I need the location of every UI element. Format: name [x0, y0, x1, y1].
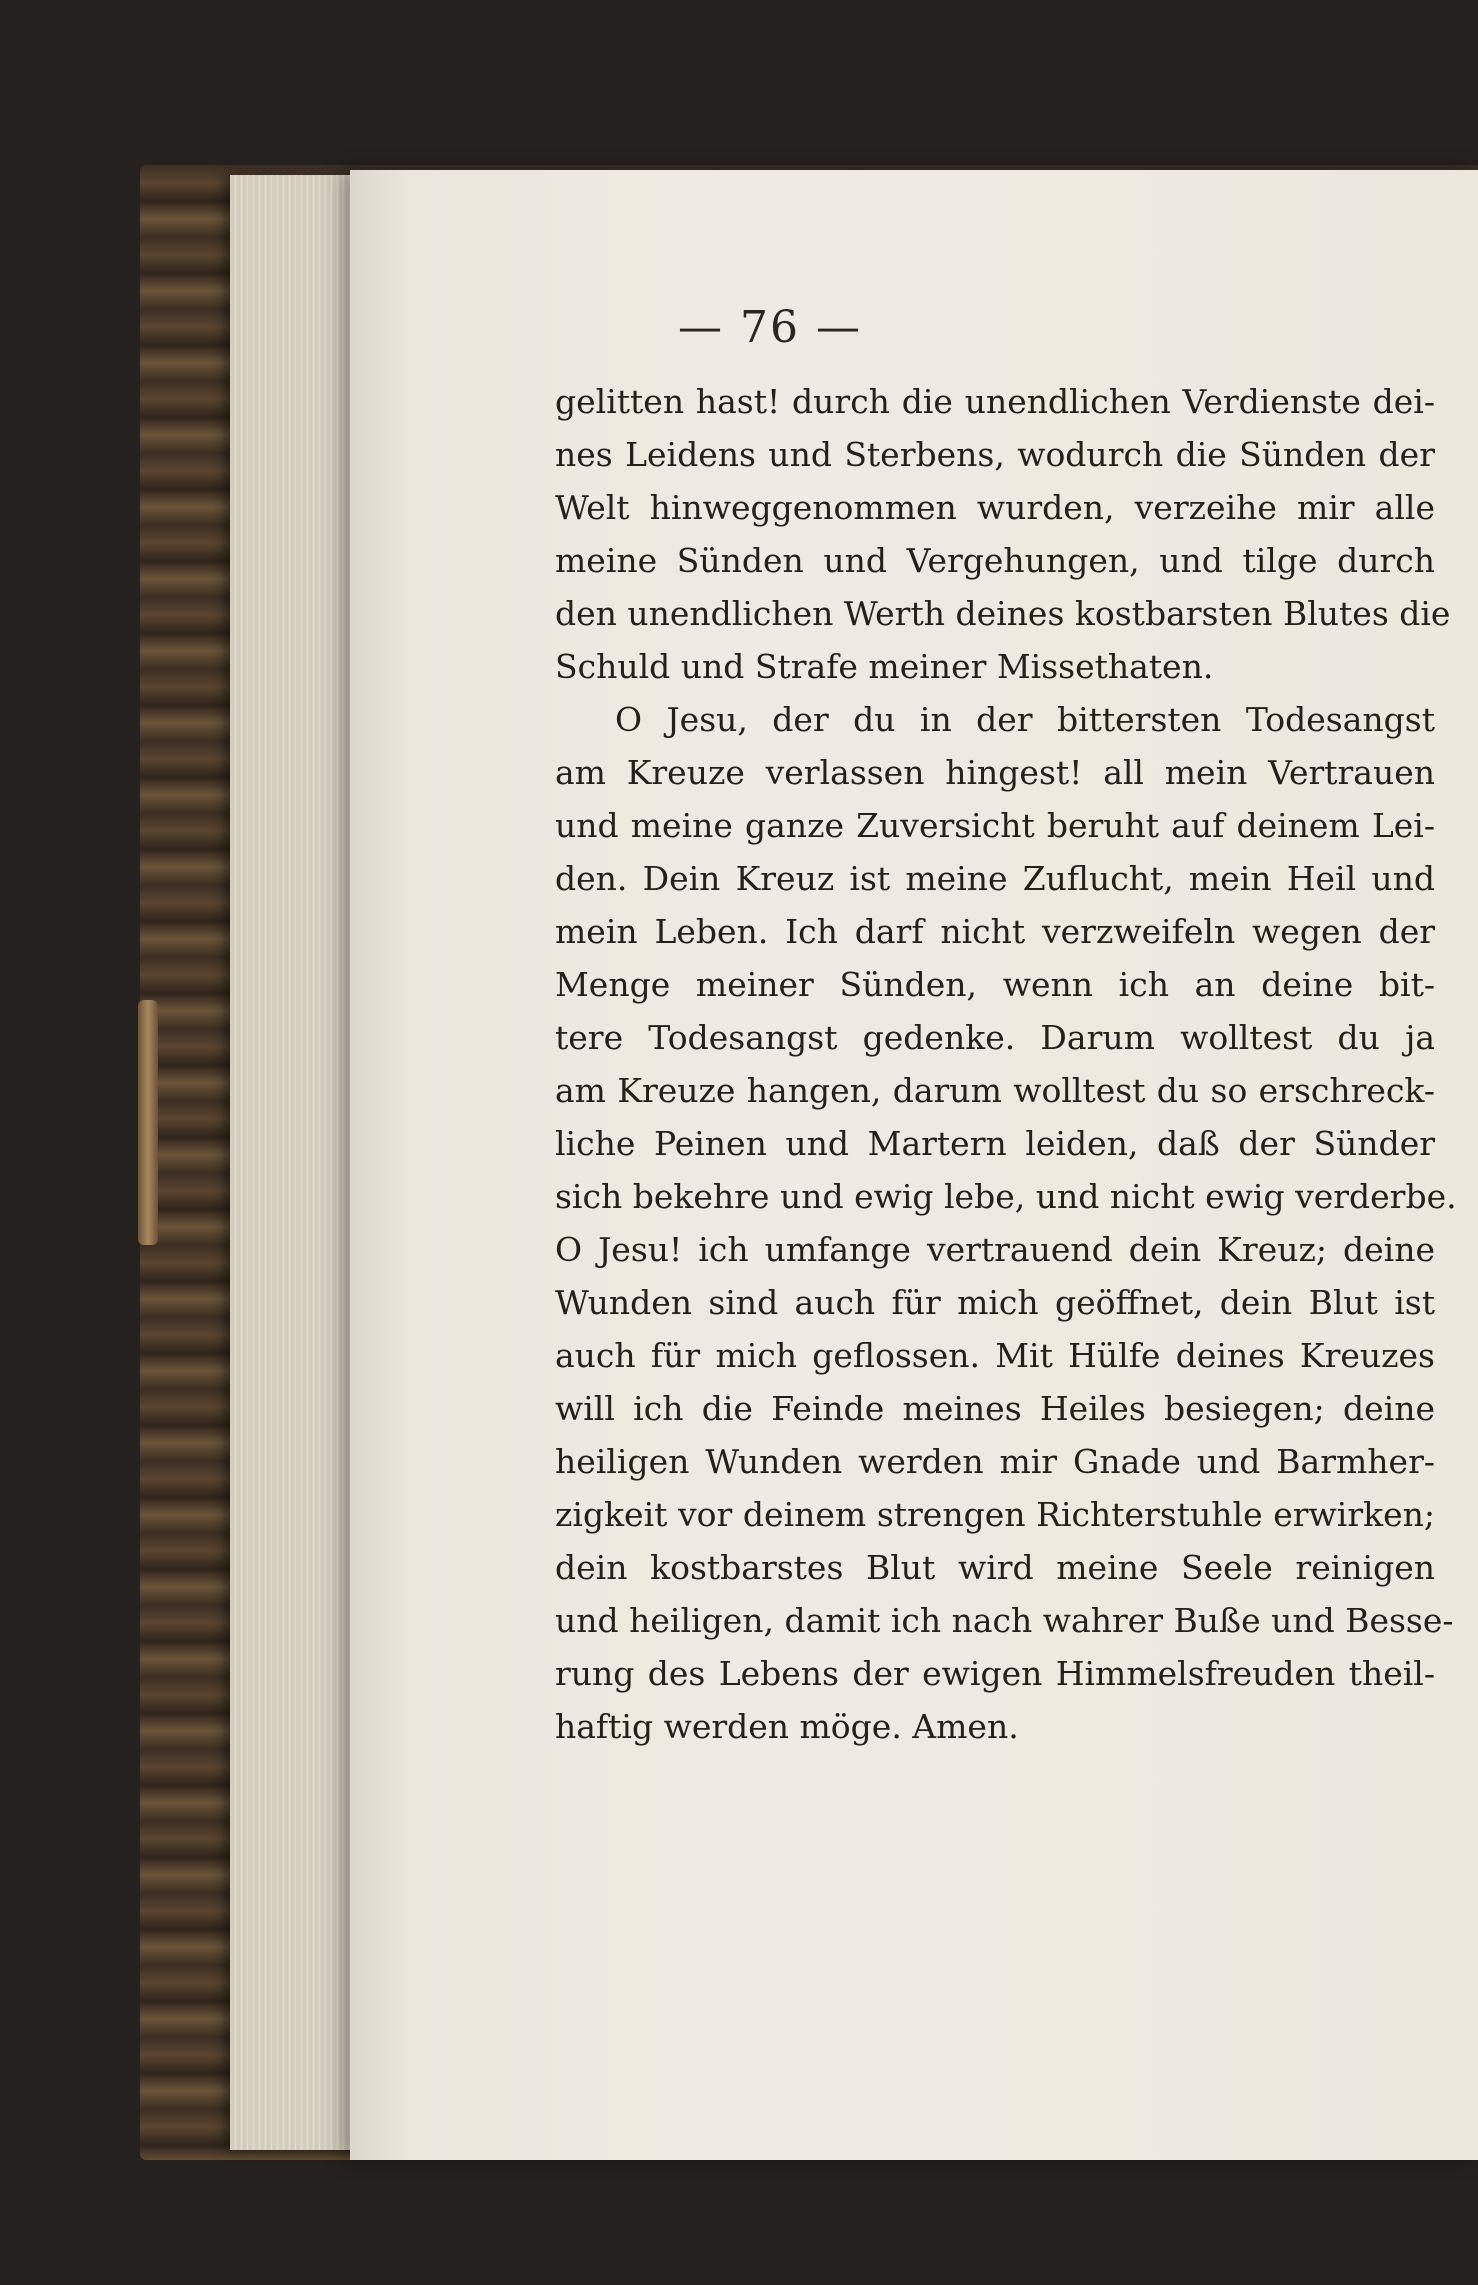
text-line: und meine ganze Zuversicht beruht auf deinem Lei-: [555, 806, 1435, 845]
text-line: haftig werden möge. Amen.: [555, 1707, 1019, 1746]
text-line: O Jesu! ich umfange vertrauend dein Kreuz; deine: [555, 1230, 1435, 1269]
text-line: den unendlichen Werth deines kostbarsten Blutes die: [555, 594, 1451, 633]
text-line: mein Leben. Ich darf nicht verzweifeln wegen der: [555, 912, 1435, 951]
text-line: Welt hinweggenommen wurden, verzeihe mir alle: [555, 488, 1435, 527]
text-line: am Kreuze verlassen hingest! all mein Vertrauen: [555, 753, 1435, 792]
book-page: [350, 170, 1478, 2160]
book-clasp: [138, 1000, 158, 1245]
text-line: O Jesu, der du in der bittersten Todesangst: [615, 700, 1435, 739]
text-line: Menge meiner Sünden, wenn ich an deine bit-: [555, 965, 1435, 1004]
text-line: nes Leidens und Sterbens, wodurch die Sünden der: [555, 435, 1435, 474]
text-line: gelitten hast! durch die unendlichen Verdienste dei-: [555, 382, 1435, 421]
text-line: meine Sünden und Vergehungen, und tilge durch: [555, 541, 1435, 580]
text-line: den. Dein Kreuz ist meine Zuflucht, mein Heil und: [555, 859, 1435, 898]
text-line: sich bekehre und ewig lebe, und nicht ewig verderbe.: [555, 1177, 1457, 1216]
text-line: und heiligen, damit ich nach wahrer Buße und Besse-: [555, 1601, 1454, 1640]
text-line: zigkeit vor deinem strengen Richterstuhle erwirken;: [555, 1495, 1435, 1534]
text-line: Schuld und Strafe meiner Missethaten.: [555, 647, 1214, 686]
page-number: — 76 —: [678, 302, 862, 353]
text-line: am Kreuze hangen, darum wolltest du so erschreck-: [555, 1071, 1435, 1110]
page-text: [555, 375, 1457, 1753]
text-line: liche Peinen und Martern leiden, daß der Sünder: [555, 1124, 1435, 1163]
text-line: heiligen Wunden werden mir Gnade und Barmher-: [555, 1442, 1435, 1481]
text-line: Wunden sind auch für mich geöffnet, dein Blut ist: [555, 1283, 1435, 1322]
text-line: dein kostbarstes Blut wird meine Seele reinigen: [555, 1548, 1435, 1587]
text-line: rung des Lebens der ewigen Himmelsfreuden theil-: [555, 1654, 1435, 1693]
text-line: tere Todesangst gedenke. Darum wolltest du ja: [555, 1018, 1435, 1057]
text-line: will ich die Feinde meines Heiles besiegen; deine: [555, 1389, 1435, 1428]
text-line: auch für mich geflossen. Mit Hülfe deines Kreuzes: [555, 1336, 1435, 1375]
